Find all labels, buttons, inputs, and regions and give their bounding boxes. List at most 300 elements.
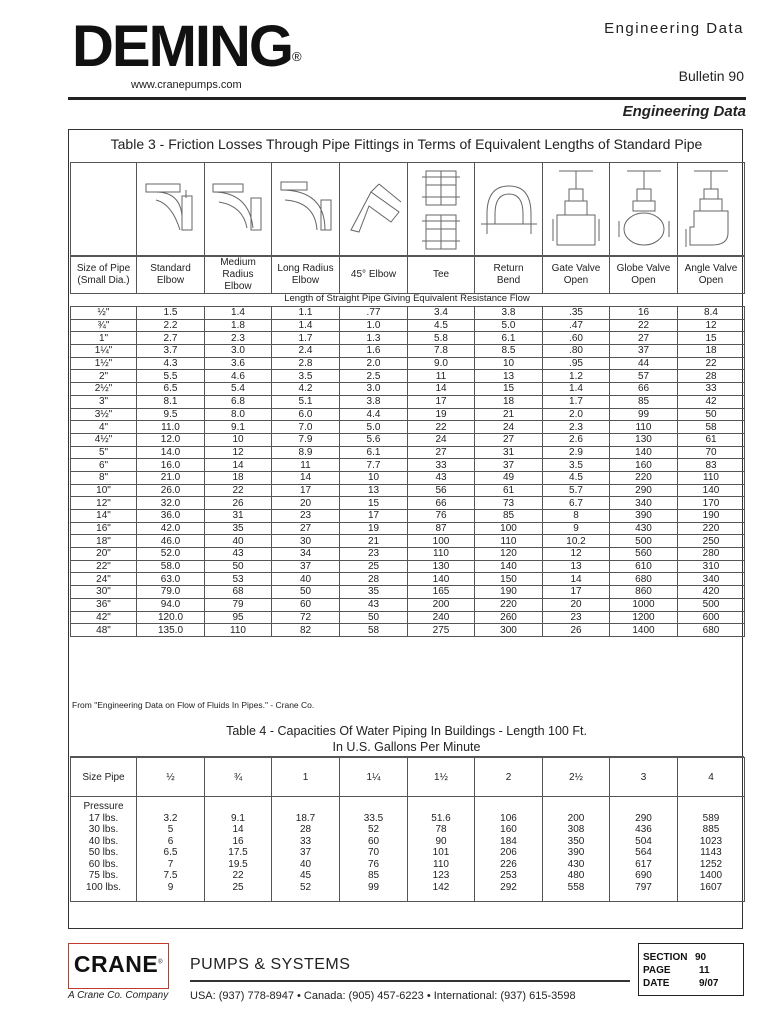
table-cell: 6.8 bbox=[205, 395, 272, 408]
table-cell: 26.0 bbox=[137, 484, 205, 497]
table-cell: 58 bbox=[678, 421, 745, 434]
table-cell: 50 bbox=[340, 611, 408, 624]
table-cell: 6.7 bbox=[543, 497, 610, 510]
section-info-box bbox=[638, 943, 744, 996]
table-cell: 25 bbox=[340, 560, 408, 573]
table-cell: 280 bbox=[678, 548, 745, 561]
section-line: SECTION 90 bbox=[643, 952, 707, 963]
capacity-value: 390 bbox=[567, 847, 585, 858]
table-cell: 2.9 bbox=[543, 446, 610, 459]
table-cell: 8.0 bbox=[205, 408, 272, 421]
table-cell: 8.5 bbox=[475, 345, 543, 358]
table-row bbox=[71, 383, 745, 396]
capacity-value: 52 bbox=[299, 881, 312, 893]
table-cell: 310 bbox=[678, 560, 745, 573]
table-cell: 12 bbox=[543, 548, 610, 561]
table-row bbox=[71, 459, 745, 472]
pipe-size-cell: ¾" bbox=[71, 319, 137, 332]
table-cell: 42 bbox=[678, 395, 745, 408]
table-cell: 99 bbox=[610, 408, 678, 421]
capacity-value: 564 bbox=[635, 847, 652, 858]
capacity-value: 436 bbox=[635, 824, 652, 835]
capacity-value: 51.6 bbox=[431, 812, 451, 824]
table-cell: 95 bbox=[205, 611, 272, 624]
table-cell: 61 bbox=[475, 484, 543, 497]
capacity-value: 33 bbox=[299, 835, 312, 847]
table-cell: 7.9 bbox=[272, 433, 340, 446]
table-cell: 26 bbox=[205, 497, 272, 510]
pipe-size-header: 1 bbox=[272, 758, 340, 797]
table-cell: 14 bbox=[272, 471, 340, 484]
table-cell: 100 bbox=[475, 522, 543, 535]
table-cell: 27 bbox=[272, 522, 340, 535]
table-cell: 6.5 bbox=[137, 383, 205, 396]
table-cell: 94.0 bbox=[137, 598, 205, 611]
table-cell: 82 bbox=[272, 624, 340, 637]
table-cell: 860 bbox=[610, 586, 678, 599]
capacity-value: 6 bbox=[167, 835, 174, 847]
table3-column-headers bbox=[70, 255, 745, 294]
pipe-size-cell: 1¼" bbox=[71, 345, 137, 358]
pipe-size-cell: 4" bbox=[71, 421, 137, 434]
table-cell: 2.2 bbox=[137, 319, 205, 332]
table-cell: 19 bbox=[340, 522, 408, 535]
table-cell: 300 bbox=[475, 624, 543, 637]
table-cell: .35 bbox=[543, 307, 610, 320]
table-cell: .60 bbox=[543, 332, 610, 345]
capacity-value: 1400 bbox=[699, 870, 723, 881]
table-cell: 5.1 bbox=[272, 395, 340, 408]
45-degree-elbow-icon bbox=[340, 163, 408, 257]
table-cell: 2.4 bbox=[272, 345, 340, 358]
table-cell: 21 bbox=[475, 408, 543, 421]
capacity-value: 504 bbox=[635, 835, 652, 847]
table-cell: 4.2 bbox=[272, 383, 340, 396]
table-cell: 190 bbox=[678, 510, 745, 523]
table-cell: 1.4 bbox=[543, 383, 610, 396]
capacity-value: 885 bbox=[702, 824, 720, 835]
table-cell: 44 bbox=[610, 357, 678, 370]
table-cell: 17 bbox=[408, 395, 475, 408]
return-bend-icon bbox=[475, 163, 543, 257]
table-cell: 110 bbox=[205, 624, 272, 637]
capacity-column bbox=[340, 797, 408, 902]
table-cell: 240 bbox=[408, 611, 475, 624]
table-cell: 11 bbox=[408, 370, 475, 383]
table-cell: 2.3 bbox=[543, 421, 610, 434]
table-cell: 290 bbox=[610, 484, 678, 497]
tee-icon bbox=[408, 163, 475, 257]
table-cell: 66 bbox=[610, 383, 678, 396]
capacity-value: 90 bbox=[435, 835, 447, 847]
table-cell: 27 bbox=[475, 433, 543, 446]
table-cell: 33 bbox=[408, 459, 475, 472]
table-cell: 1.2 bbox=[543, 370, 610, 383]
table-cell: 140 bbox=[475, 560, 543, 573]
capacity-value: 1143 bbox=[700, 847, 722, 858]
table-cell: 4.6 bbox=[205, 370, 272, 383]
capacity-column bbox=[408, 797, 475, 902]
table-cell: 50 bbox=[678, 408, 745, 421]
angle-valve-icon bbox=[678, 163, 745, 257]
capacity-value: 1252 bbox=[699, 858, 723, 870]
table-row bbox=[71, 433, 745, 446]
table-cell: 2.0 bbox=[340, 357, 408, 370]
table-cell: 1.3 bbox=[340, 332, 408, 345]
table-cell: 23 bbox=[543, 611, 610, 624]
bulletin-number: Bulletin 90 bbox=[678, 68, 744, 84]
table-row bbox=[71, 395, 745, 408]
table-cell: 46.0 bbox=[137, 535, 205, 548]
table-cell: 260 bbox=[475, 611, 543, 624]
pipe-size-header: 2½ bbox=[543, 758, 610, 797]
capacity-value: 6.5 bbox=[163, 847, 178, 858]
table-cell: 32.0 bbox=[137, 497, 205, 510]
table-cell: 9.0 bbox=[408, 357, 475, 370]
table4-title-line1: Table 4 - Capacities Of Water Piping In Buildings - Length 100 Ft. bbox=[226, 724, 587, 738]
capacity-value: 226 bbox=[500, 858, 517, 870]
header-category: Engineering Data bbox=[604, 20, 744, 37]
table-row bbox=[71, 471, 745, 484]
table-row bbox=[71, 573, 745, 586]
capacity-value: 37 bbox=[299, 847, 312, 858]
table-cell: 2.8 bbox=[272, 357, 340, 370]
table-cell: 420 bbox=[678, 586, 745, 599]
table-cell: 4.5 bbox=[408, 319, 475, 332]
table-row bbox=[71, 307, 745, 320]
capacity-value: 25 bbox=[232, 881, 244, 893]
pipe-size-cell: 2" bbox=[71, 370, 137, 383]
table-row bbox=[71, 484, 745, 497]
table-cell: 53 bbox=[205, 573, 272, 586]
deming-logo: DEMING® bbox=[72, 14, 302, 79]
capacity-value: 9.1 bbox=[231, 812, 245, 824]
table-cell: 63.0 bbox=[137, 573, 205, 586]
table-cell: 79 bbox=[205, 598, 272, 611]
table-cell: 16.0 bbox=[137, 459, 205, 472]
column-header: Return Bend bbox=[475, 256, 543, 294]
table-cell: 1.0 bbox=[340, 319, 408, 332]
pipe-size-cell: 42" bbox=[71, 611, 137, 624]
table-cell: 2.6 bbox=[543, 433, 610, 446]
table-cell: 1.4 bbox=[272, 319, 340, 332]
page-line: PAGE 11 bbox=[643, 965, 710, 976]
capacity-value: 9 bbox=[167, 881, 174, 893]
table-cell: 135.0 bbox=[137, 624, 205, 637]
table-cell: 160 bbox=[610, 459, 678, 472]
table4-data bbox=[70, 757, 745, 902]
capacity-value: 60 bbox=[367, 835, 380, 847]
capacity-column bbox=[272, 797, 340, 902]
table4-title-line2: In U.S. Gallons Per Minute bbox=[332, 740, 481, 754]
website-url[interactable]: www.cranepumps.com bbox=[131, 79, 242, 91]
column-header: Standard Elbow bbox=[137, 256, 205, 294]
capacity-value: 3.2 bbox=[163, 812, 178, 824]
table-cell: 9.1 bbox=[205, 421, 272, 434]
table3-title: Table 3 - Friction Losses Through Pipe Fittings in Terms of Equivalent Lengths of Standard Pipe bbox=[110, 136, 703, 152]
table-cell: 5.0 bbox=[340, 421, 408, 434]
table-cell: 35 bbox=[205, 522, 272, 535]
table-cell: 5.4 bbox=[205, 383, 272, 396]
table-cell: 56 bbox=[408, 484, 475, 497]
pipe-size-cell: 6" bbox=[71, 459, 137, 472]
pipe-size-cell: 8" bbox=[71, 471, 137, 484]
capacity-value: 76 bbox=[367, 858, 380, 870]
capacity-value: 589 bbox=[702, 812, 720, 824]
table-row bbox=[71, 497, 745, 510]
table-cell: 18 bbox=[475, 395, 543, 408]
pressure-value: 17 lbs. bbox=[88, 812, 119, 824]
table-cell: 60 bbox=[272, 598, 340, 611]
capacity-column bbox=[610, 797, 678, 902]
pipe-size-cell: 22" bbox=[71, 560, 137, 573]
pipe-size-cell: 3" bbox=[71, 395, 137, 408]
table-cell: 50 bbox=[205, 560, 272, 573]
capacity-column bbox=[678, 797, 745, 902]
table-cell: 1.6 bbox=[340, 345, 408, 358]
table-cell: 26 bbox=[543, 624, 610, 637]
table-cell: 600 bbox=[678, 611, 745, 624]
table-row bbox=[71, 408, 745, 421]
table-cell: 500 bbox=[610, 535, 678, 548]
table-cell: 23 bbox=[340, 548, 408, 561]
table-cell: 58.0 bbox=[137, 560, 205, 573]
capacity-value: 617 bbox=[635, 858, 652, 870]
table3-subheading: Length of Straight Pipe Giving Equivalent Resistance Flow bbox=[284, 293, 530, 304]
pipe-size-cell: 18" bbox=[71, 535, 137, 548]
table-cell: 37 bbox=[475, 459, 543, 472]
pipe-size-cell: ½" bbox=[71, 307, 137, 320]
table-cell: 20 bbox=[543, 598, 610, 611]
capacity-value: 290 bbox=[635, 812, 652, 824]
table-cell: 11.0 bbox=[137, 421, 205, 434]
table-cell: 6.1 bbox=[340, 446, 408, 459]
table-cell: 36.0 bbox=[137, 510, 205, 523]
table-cell: 34 bbox=[272, 548, 340, 561]
table-cell: 3.0 bbox=[205, 345, 272, 358]
table-cell: 3.0 bbox=[340, 383, 408, 396]
table-cell: 6.1 bbox=[475, 332, 543, 345]
capacity-value: 85 bbox=[367, 870, 380, 881]
table-cell: 2.0 bbox=[543, 408, 610, 421]
table-cell: 15 bbox=[340, 497, 408, 510]
table-cell: 340 bbox=[610, 497, 678, 510]
table-row bbox=[71, 370, 745, 383]
table-cell: 27 bbox=[610, 332, 678, 345]
table-cell: 5.6 bbox=[340, 433, 408, 446]
table-cell: 275 bbox=[408, 624, 475, 637]
table-cell: 5.7 bbox=[543, 484, 610, 497]
table-cell: 3.5 bbox=[272, 370, 340, 383]
table-cell: 24 bbox=[475, 421, 543, 434]
company-tagline: A Crane Co. Company bbox=[68, 990, 169, 1001]
table-cell: 17 bbox=[543, 586, 610, 599]
pipe-size-cell: 20" bbox=[71, 548, 137, 561]
capacity-value: 7.5 bbox=[163, 870, 178, 881]
table4-title bbox=[70, 723, 743, 755]
table-cell: 31 bbox=[475, 446, 543, 459]
table-cell: 250 bbox=[678, 535, 745, 548]
table-cell: 165 bbox=[408, 586, 475, 599]
table-cell: 21.0 bbox=[137, 471, 205, 484]
capacity-value: 70 bbox=[367, 847, 380, 858]
table-cell: 1400 bbox=[610, 624, 678, 637]
table-cell: .80 bbox=[543, 345, 610, 358]
table-cell: 18 bbox=[205, 471, 272, 484]
table-cell: .95 bbox=[543, 357, 610, 370]
pipe-size-cell: 16" bbox=[71, 522, 137, 535]
capacity-value: 14 bbox=[232, 824, 244, 835]
table-row bbox=[71, 319, 745, 332]
header-rule bbox=[68, 97, 746, 100]
table-cell: 37 bbox=[610, 345, 678, 358]
table-cell: 3.8 bbox=[475, 307, 543, 320]
table-cell: 9.5 bbox=[137, 408, 205, 421]
table-cell: 120 bbox=[475, 548, 543, 561]
pipe-size-header: 2 bbox=[475, 758, 543, 797]
table-cell: 70 bbox=[678, 446, 745, 459]
capacity-value: 40 bbox=[299, 858, 312, 870]
table-cell: 18 bbox=[678, 345, 745, 358]
table-cell: 61 bbox=[678, 433, 745, 446]
column-header: Globe Valve Open bbox=[610, 256, 678, 294]
table-cell: 110 bbox=[678, 471, 745, 484]
capacity-value: 7 bbox=[167, 858, 174, 870]
capacity-value: 45 bbox=[299, 870, 312, 881]
table-cell: 58 bbox=[340, 624, 408, 637]
table-cell: 140 bbox=[408, 573, 475, 586]
table-cell: 130 bbox=[408, 560, 475, 573]
pressure-value: 75 lbs. bbox=[88, 870, 119, 881]
table-cell: 10 bbox=[340, 471, 408, 484]
capacity-value: 28 bbox=[299, 824, 312, 835]
column-header: Long Radius Elbow bbox=[272, 256, 340, 294]
globe-valve-icon bbox=[610, 163, 678, 257]
table-cell: 1200 bbox=[610, 611, 678, 624]
capacity-value: 5 bbox=[167, 824, 174, 835]
table-cell: 43 bbox=[340, 598, 408, 611]
table-cell: 680 bbox=[610, 573, 678, 586]
table-cell: 15 bbox=[678, 332, 745, 345]
table-cell: 85 bbox=[475, 510, 543, 523]
table-cell: 76 bbox=[408, 510, 475, 523]
table-cell: 14.0 bbox=[137, 446, 205, 459]
capacity-column bbox=[543, 797, 610, 902]
capacity-value: 292 bbox=[500, 881, 517, 893]
table-cell: 110 bbox=[475, 535, 543, 548]
table-row bbox=[71, 560, 745, 573]
table-row bbox=[71, 522, 745, 535]
capacity-value: 52 bbox=[367, 824, 380, 835]
table-cell: 13 bbox=[475, 370, 543, 383]
pipe-size-cell: 36" bbox=[71, 598, 137, 611]
table-cell: 14 bbox=[205, 459, 272, 472]
table-cell: 12 bbox=[678, 319, 745, 332]
pipe-size-cell: 5" bbox=[71, 446, 137, 459]
registered-mark: ® bbox=[292, 49, 302, 64]
table-cell: 10.2 bbox=[543, 535, 610, 548]
table-cell: 610 bbox=[610, 560, 678, 573]
capacity-value: 1023 bbox=[699, 835, 723, 847]
table-row bbox=[71, 586, 745, 599]
table-cell: 1.7 bbox=[272, 332, 340, 345]
table-cell: 68 bbox=[205, 586, 272, 599]
table-cell: 17 bbox=[272, 484, 340, 497]
table-cell: 1.8 bbox=[205, 319, 272, 332]
capacity-value: 22 bbox=[232, 870, 244, 881]
table-cell: 50 bbox=[272, 586, 340, 599]
table-cell: 21 bbox=[340, 535, 408, 548]
capacity-value: 110 bbox=[433, 858, 449, 870]
crane-logo: CRANE® bbox=[73, 951, 164, 977]
table-cell: 7.0 bbox=[272, 421, 340, 434]
capacity-value: 1607 bbox=[699, 881, 723, 893]
capacity-value: 430 bbox=[567, 858, 585, 870]
table-cell: 2.3 bbox=[205, 332, 272, 345]
table-cell: 79.0 bbox=[137, 586, 205, 599]
footer-rule bbox=[190, 980, 630, 982]
table-cell: 1.1 bbox=[272, 307, 340, 320]
table-cell: 22 bbox=[408, 421, 475, 434]
table-cell: 3.7 bbox=[137, 345, 205, 358]
capacity-value: 16 bbox=[232, 835, 244, 847]
table-cell: 27 bbox=[408, 446, 475, 459]
capacity-value: 33.5 bbox=[363, 812, 384, 824]
size-pipe-label: Size Pipe bbox=[71, 758, 137, 797]
pipe-size-header: 1¼ bbox=[340, 758, 408, 797]
table-cell: 140 bbox=[610, 446, 678, 459]
capacity-value: 142 bbox=[432, 881, 450, 893]
table-cell: 19 bbox=[408, 408, 475, 421]
table-cell: 57 bbox=[610, 370, 678, 383]
table-cell: 14 bbox=[408, 383, 475, 396]
table-row bbox=[71, 611, 745, 624]
table-cell: 12.0 bbox=[137, 433, 205, 446]
table-cell: 35 bbox=[340, 586, 408, 599]
table-cell: 20 bbox=[272, 497, 340, 510]
table-cell: 22 bbox=[610, 319, 678, 332]
table-cell: 3.6 bbox=[205, 357, 272, 370]
table-row bbox=[71, 421, 745, 434]
table-cell: 430 bbox=[610, 522, 678, 535]
capacity-value: 253 bbox=[500, 870, 517, 881]
pipe-size-header: ½ bbox=[137, 758, 205, 797]
medium-radius-elbow-icon bbox=[205, 163, 272, 257]
table-cell: 5.8 bbox=[408, 332, 475, 345]
table-cell: 11 bbox=[272, 459, 340, 472]
capacity-value: 101 bbox=[432, 847, 450, 858]
table-row bbox=[71, 332, 745, 345]
pressure-value: 30 lbs. bbox=[88, 824, 119, 835]
pipe-size-cell: 3½" bbox=[71, 408, 137, 421]
pipe-size-cell: 30" bbox=[71, 586, 137, 599]
table-cell: 40 bbox=[272, 573, 340, 586]
capacity-value: 206 bbox=[500, 847, 517, 858]
long-radius-elbow-icon bbox=[272, 163, 340, 257]
pipe-size-cell: 48" bbox=[71, 624, 137, 637]
table-cell: 43 bbox=[408, 471, 475, 484]
table-row bbox=[71, 345, 745, 358]
blank-cell bbox=[71, 163, 137, 257]
table-cell: 340 bbox=[678, 573, 745, 586]
table-cell: 1.7 bbox=[543, 395, 610, 408]
table-cell: 10 bbox=[205, 433, 272, 446]
table-cell: .47 bbox=[543, 319, 610, 332]
table-cell: 3.4 bbox=[408, 307, 475, 320]
table-cell: 22 bbox=[678, 357, 745, 370]
capacity-value: 17.5 bbox=[228, 847, 248, 858]
table-cell: 190 bbox=[475, 586, 543, 599]
